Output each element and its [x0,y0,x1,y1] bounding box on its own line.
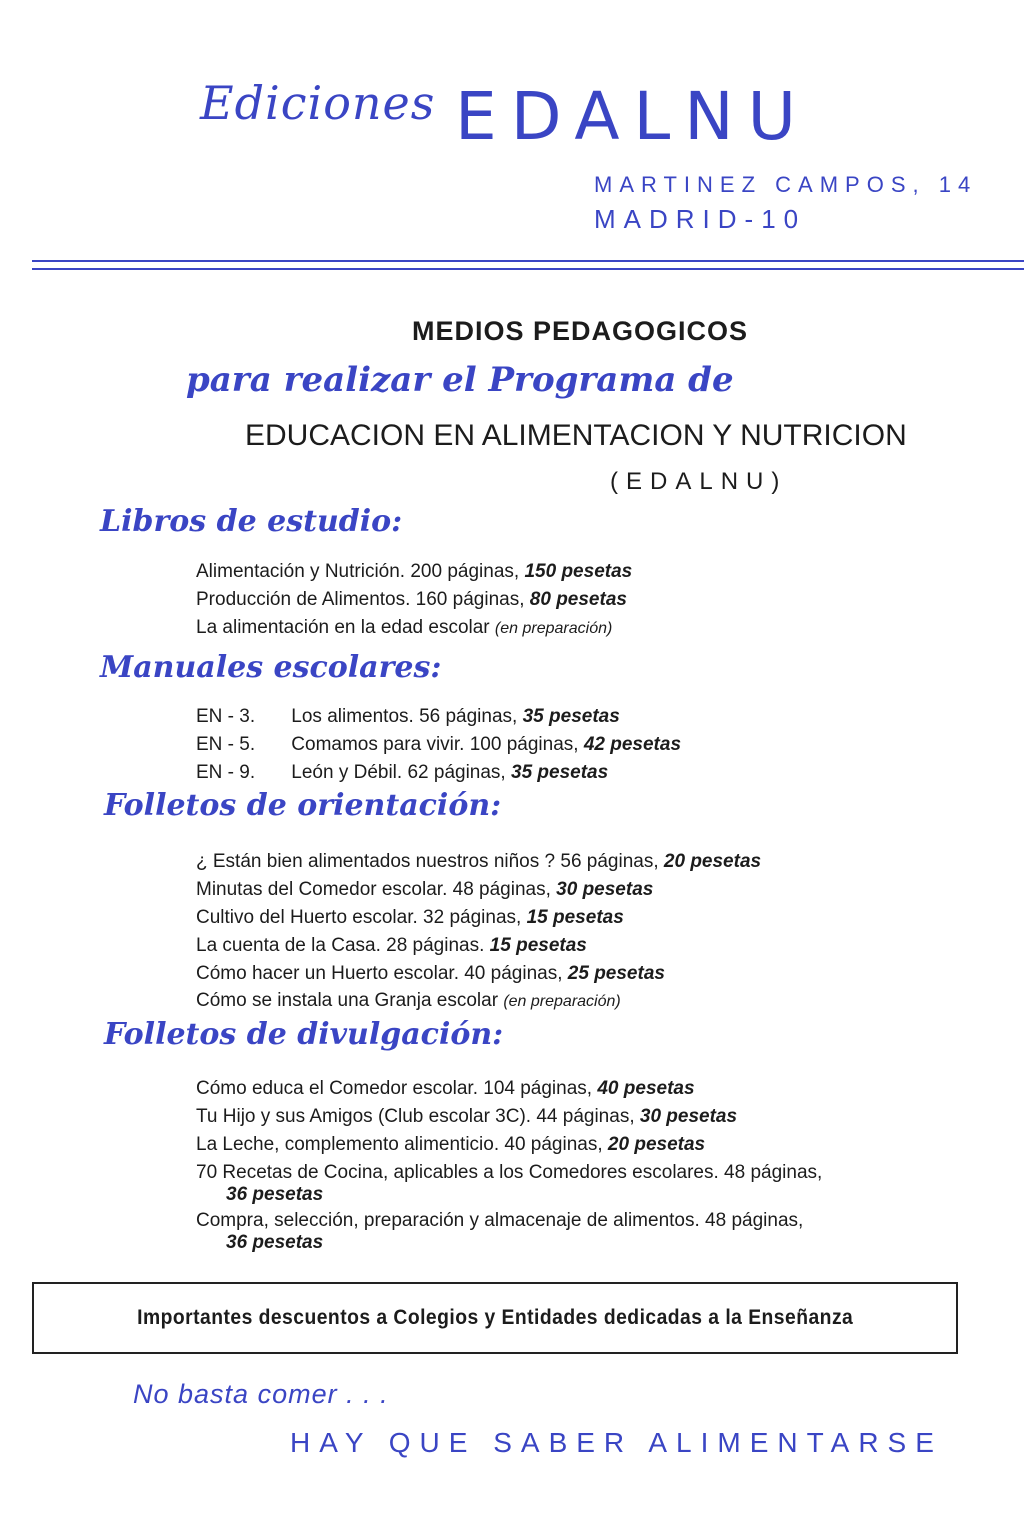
item-text: Alimentación y Nutrición. 200 páginas, [196,561,520,582]
list-item [196,1078,976,1100]
item-price: 35 pesetas [511,762,609,783]
list-item [196,706,976,728]
item-price: 15 pesetas [489,935,587,956]
discount-notice-box [32,1282,958,1354]
page-title: MEDIOS PEDAGOGICOS [412,316,749,346]
address-street: MARTINEZ CAMPOS, 14 [594,172,978,197]
item-text: Cómo educa el Comedor escolar. 104 páginas, [196,1078,593,1099]
item-text: Tu Hijo y sus Amigos (Club escolar 3C). 44 páginas, [196,1106,635,1127]
program-acronym: (EDALNU) [610,468,788,495]
list-item [196,963,976,985]
item-price: 150 pesetas [524,561,633,582]
item-code: EN - 9. [196,762,256,783]
item-price: 80 pesetas [529,589,627,610]
list-item [196,879,976,901]
program-title: EDUCACION EN ALIMENTACION Y NUTRICION [245,419,907,452]
item-text: ¿ Están bien alimentados nuestros niños ? 56 páginas, [196,851,659,872]
item-text: Cómo se instala una Granja escolar [196,990,499,1011]
list-item [196,561,976,583]
list-item [196,1106,976,1128]
item-price: 40 pesetas [597,1078,695,1099]
item-price: 42 pesetas [583,734,682,755]
item-price: 35 pesetas [522,706,620,727]
page-subtitle-script: para realizar el Programa de [186,360,734,400]
item-text: Producción de Alimentos. 160 páginas, [196,589,525,610]
item-text: 70 Recetas de Cocina, aplicables a los Comedores escolares. 48 páginas, [196,1162,823,1183]
list-item [196,935,976,957]
header-divider-top [32,260,1024,262]
section-heading-libros: Libros de estudio: [100,504,403,539]
item-text: La alimentación en la edad escolar [196,617,490,638]
item-price: 20 pesetas [607,1134,706,1155]
list-item [196,1134,976,1156]
item-code: EN - 3. [196,706,256,727]
header-divider-bottom [32,268,1024,270]
item-note: (en preparación) [494,620,613,637]
item-price: 36 pesetas [226,1232,324,1253]
list-item [196,734,976,756]
list-item [196,907,976,929]
list-item [196,990,976,1013]
brand-name: EDALNU [455,78,810,155]
list-item [196,762,976,784]
item-text: Cultivo del Huerto escolar. 32 páginas, [196,907,522,928]
list-item [196,589,976,611]
item-text: La cuenta de la Casa. 28 páginas. [196,935,485,956]
section-heading-orientacion: Folletos de orientación: [104,788,502,823]
item-price: 36 pesetas [226,1184,324,1205]
item-text: Comamos para vivir. 100 páginas, [291,734,579,755]
item-price: 30 pesetas [556,879,654,900]
item-price: 25 pesetas [567,963,665,984]
item-note: (en preparación) [503,993,621,1010]
list-item [196,1162,976,1206]
brand-script-title: Ediciones [200,76,436,130]
list-item [196,851,976,873]
item-price: 20 pesetas [663,851,762,872]
section-heading-manuales: Manuales escolares: [100,650,442,685]
slogan-line2: HAY QUE SABER ALIMENTARSE [290,1427,943,1458]
item-text: La Leche, complemento alimenticio. 40 páginas, [196,1134,603,1155]
list-item [196,1210,976,1254]
item-price: 15 pesetas [526,907,624,928]
item-text: Compra, selección, preparación y almacenaje de alimentos. 48 páginas, [196,1210,804,1231]
item-price: 30 pesetas [639,1106,738,1127]
section-heading-divulgacion: Folletos de divulgación: [104,1017,504,1052]
item-text: Cómo hacer un Huerto escolar. 40 páginas, [196,963,563,984]
item-code: EN - 5. [196,734,256,755]
address-city: MADRID-10 [594,204,807,234]
item-text: Los alimentos. 56 páginas, [291,706,518,727]
item-text: León y Débil. 62 páginas, [291,762,506,783]
list-item [196,617,976,640]
slogan-line1: No basta comer . . . [133,1379,389,1409]
discount-notice: Importantes descuentos a Colegios y Entidades dedicadas a la Enseñanza [136,1306,854,1329]
item-text: Minutas del Comedor escolar. 48 páginas, [196,879,551,900]
